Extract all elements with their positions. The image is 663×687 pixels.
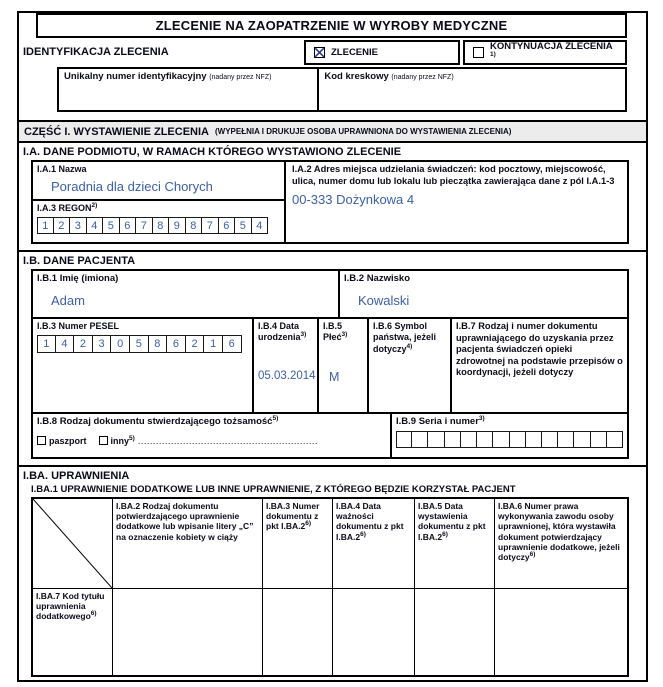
digit-box[interactable]: 5 bbox=[103, 217, 120, 234]
ib7-entitlement-doc-field[interactable] bbox=[450, 319, 627, 412]
ib-row-names bbox=[33, 271, 627, 319]
ib1-label: I.B.1 Imię (imiona) bbox=[37, 273, 119, 284]
order-type-cells bbox=[304, 40, 627, 65]
section-iba-header: I.BA. UPRAWNIENIA bbox=[23, 470, 130, 482]
entitlements-table bbox=[31, 497, 629, 677]
digit-box[interactable] bbox=[558, 431, 574, 448]
identification-section bbox=[19, 38, 646, 66]
ib1-value: Adam bbox=[51, 292, 85, 308]
ia2-address-field[interactable] bbox=[286, 162, 627, 242]
iba4-header-cell: I.BA.4 Data ważności dokumentu z pkt I.BA.2$^{6)}$ bbox=[333, 499, 415, 589]
digit-box[interactable]: 8 bbox=[153, 217, 170, 234]
digit-box[interactable] bbox=[412, 431, 428, 448]
digit-box[interactable] bbox=[493, 431, 509, 448]
digit-box[interactable] bbox=[526, 431, 542, 448]
ia3-label: I.A.3 REGON$^{2)}$ bbox=[37, 202, 98, 213]
ib2-value: Kowalski bbox=[358, 292, 410, 308]
digit-box[interactable]: 7 bbox=[136, 217, 153, 234]
digit-box[interactable] bbox=[445, 431, 461, 448]
section-ib-box bbox=[31, 269, 629, 459]
iba7-doc-number-cell[interactable] bbox=[263, 589, 333, 675]
digit-box[interactable] bbox=[477, 431, 493, 448]
part1-header: CZĘŚĆ I. WYSTAWIENIE ZLECENIA bbox=[24, 125, 209, 138]
ib4-birthdate-field[interactable] bbox=[252, 319, 317, 412]
iba6-header-cell: I.BA.6 Numer prawa wykonywania zawodu osoby uprawnionej, która wystawiła dokument potwierdzający uprawnienie dodatkowe, jeżeli dotyczy$^{6)}$ bbox=[495, 499, 627, 589]
diagonal-line bbox=[33, 499, 112, 588]
iba7-valid-date-cell[interactable] bbox=[333, 589, 415, 675]
digit-box[interactable] bbox=[510, 431, 526, 448]
digit-box[interactable]: 6 bbox=[120, 217, 137, 234]
digit-box[interactable]: 5 bbox=[235, 217, 252, 234]
iba5-header-cell: I.BA.5 Data wystawienia dokumentu z pkt I.BA.2$^{6)}$ bbox=[415, 499, 495, 589]
unique-number-note: (nadany przez NFZ) bbox=[209, 74, 272, 81]
series-number-boxes[interactable] bbox=[396, 431, 623, 448]
section-iba1-subheader: I.BA.1 UPRAWNIENIE DODATKOWE LUB INNE UPRAWNIENIE, Z KTÓREGO BĘDZIE KORZYSTAŁ PACJENT bbox=[31, 484, 516, 495]
ia2-label: I.A.2 Adres miejsca udzielania świadczeń: kod pocztowy, miejscowość, ulica, numer domu lub lokalu lub pieczątka zawierająca dane z pól I.A.1-3 bbox=[292, 164, 615, 186]
identification-label: IDENTYFIKACJA ZLECENIA bbox=[23, 46, 169, 58]
digit-box[interactable]: 5 bbox=[130, 335, 149, 353]
ib1-firstname-field[interactable] bbox=[33, 271, 338, 317]
pesel-digit-boxes[interactable] bbox=[37, 335, 248, 353]
section-ia bbox=[19, 143, 646, 244]
digit-box[interactable]: 2 bbox=[186, 335, 205, 353]
digit-box[interactable]: 4 bbox=[252, 217, 269, 234]
iba2-header-cell: I.BA.2 Rodzaj dokumentu potwierdzającego uprawnienie dodatkowe lub wpisanie litery „C” na oznaczenie kobiety w ciąży bbox=[113, 499, 263, 589]
digit-box[interactable] bbox=[396, 431, 412, 448]
digit-box[interactable]: 8 bbox=[186, 217, 203, 234]
ib2-lastname-field[interactable] bbox=[338, 271, 627, 317]
iba7-doc-type-cell[interactable] bbox=[113, 589, 263, 675]
order-checkbox-label: ZLECENIE bbox=[331, 46, 378, 58]
order-checkbox-cell[interactable] bbox=[304, 40, 460, 65]
digit-box[interactable] bbox=[574, 431, 590, 448]
digit-box[interactable]: 3 bbox=[70, 217, 87, 234]
ia2-value: 00-333 Dożynkowa 4 bbox=[292, 192, 415, 208]
barcode-field[interactable] bbox=[319, 69, 625, 110]
ib3-pesel-field[interactable] bbox=[33, 319, 252, 412]
digit-box[interactable]: 6 bbox=[167, 335, 186, 353]
digit-box[interactable]: 6 bbox=[219, 217, 236, 234]
regon-digit-boxes[interactable] bbox=[37, 217, 280, 234]
ib8-label: I.B.8 Rodzaj dokumentu stwierdzającego tożsamość$^{5)}$ bbox=[37, 414, 279, 427]
continuation-checkbox-label: KONTYNUACJA ZLECENIA $^{1)}$ bbox=[490, 41, 613, 58]
digit-box[interactable]: 2 bbox=[54, 217, 71, 234]
form-title bbox=[36, 13, 627, 38]
ia1-label: I.A.1 Nazwa bbox=[37, 164, 87, 174]
ia1-name-field[interactable] bbox=[33, 162, 284, 199]
ia-left-column bbox=[33, 162, 286, 242]
ib6-country-field[interactable] bbox=[367, 319, 450, 412]
barcode-label: Kod kreskowy (nadany przez NFZ) bbox=[324, 71, 454, 82]
continuation-checkbox[interactable] bbox=[473, 47, 484, 58]
ib5-label: I.B.5 Płeć$^{3)}$ bbox=[323, 321, 348, 343]
digit-box[interactable]: 8 bbox=[149, 335, 168, 353]
section-iba bbox=[19, 465, 646, 677]
digit-box[interactable]: 9 bbox=[169, 217, 186, 234]
ib8-identity-doc-field bbox=[33, 414, 390, 457]
iba-diagonal-cell bbox=[33, 499, 113, 589]
ib2-label: I.B.2 Nazwisko bbox=[344, 273, 410, 284]
digit-box[interactable]: 1 bbox=[37, 335, 56, 353]
iba7-row-label-cell: I.BA.7 Kod tytułu uprawnienia dodatkowego$^{6)}$ bbox=[33, 589, 113, 675]
digit-box[interactable]: 2 bbox=[74, 335, 93, 353]
section-ia-box bbox=[31, 160, 629, 244]
ib9-label: I.B.9 Seria i numer$^{3)}$ bbox=[396, 414, 485, 427]
passport-checkbox[interactable] bbox=[37, 436, 46, 445]
digit-box[interactable]: 7 bbox=[202, 217, 219, 234]
passport-label: paszport bbox=[49, 435, 87, 446]
barcode-note: (nadany przez NFZ) bbox=[391, 74, 454, 81]
number-barcode-box bbox=[57, 67, 627, 112]
digit-box[interactable]: 4 bbox=[56, 335, 75, 353]
digit-box[interactable]: 3 bbox=[93, 335, 112, 353]
ib5-value: M bbox=[329, 369, 340, 384]
part1-header-bar bbox=[19, 120, 646, 143]
digit-box[interactable] bbox=[591, 431, 607, 448]
section-ib-header: I.B. DANE PACJENTA bbox=[23, 255, 136, 267]
ib5-sex-field[interactable] bbox=[317, 319, 367, 412]
order-checkbox[interactable] bbox=[314, 47, 325, 58]
digit-box[interactable]: 6 bbox=[223, 335, 242, 353]
other-doc-label: inny$^{5)}$ bbox=[110, 434, 135, 446]
digit-box[interactable] bbox=[428, 431, 444, 448]
ib-row-ids bbox=[33, 319, 627, 414]
ib7-label: I.B.7 Rodzaj i numer dokumentu uprawniającego do uzyskania przez pacjenta świadczeń opieki zdrowotnej na podstawie przepisów o koordynacji, jeżeli dotyczy bbox=[456, 321, 623, 378]
ib4-value: 05.03.2014 bbox=[258, 369, 316, 382]
digit-box[interactable] bbox=[542, 431, 558, 448]
other-doc-fill-line[interactable]: ............................................................ bbox=[137, 435, 318, 446]
part1-header-note: (WYPEŁNIA I DRUKUJE OSOBA UPRAWNIONA DO WYSTAWIENIA ZLECENIA) bbox=[214, 127, 512, 136]
medical-supply-order-form bbox=[17, 11, 648, 682]
digit-box[interactable]: 1 bbox=[204, 335, 223, 353]
digit-box[interactable] bbox=[461, 431, 477, 448]
other-doc-checkbox[interactable] bbox=[99, 436, 108, 445]
iba7-license-number-cell[interactable] bbox=[495, 589, 627, 675]
form-title-text: ZLECENIE NA ZAOPATRZENIE W WYROBY MEDYCZNE bbox=[155, 18, 508, 33]
ib8-options bbox=[37, 436, 386, 446]
unique-number-label: Unikalny numer identyfikacyjny (nadany przez NFZ) bbox=[64, 71, 272, 82]
ib-row-identity-doc bbox=[33, 414, 627, 457]
digit-box[interactable] bbox=[607, 431, 623, 448]
digit-box[interactable]: 1 bbox=[37, 217, 54, 234]
iba3-header-cell: I.BA.3 Numer dokumentu z pkt I.BA.2$^{6)}$ bbox=[263, 499, 333, 589]
digit-box[interactable]: 4 bbox=[87, 217, 104, 234]
iba7-issue-date-cell[interactable] bbox=[415, 589, 495, 675]
ib6-label: I.B.6 Symbol państwa, jeżeli dotyczy$^{4)}$ bbox=[373, 321, 437, 354]
unique-number-field[interactable] bbox=[59, 69, 319, 110]
ib3-label: I.B.3 Numer PESEL bbox=[37, 321, 120, 331]
digit-box[interactable]: 0 bbox=[111, 335, 130, 353]
section-ib bbox=[19, 250, 646, 459]
ia1-value: Poradnia dla dzieci Chorych bbox=[51, 179, 213, 195]
ia3-regon-field[interactable] bbox=[33, 199, 284, 242]
ib9-series-number-field[interactable] bbox=[390, 414, 627, 457]
section-ia-header: I.A. DANE PODMIOTU, W RAMACH KTÓREGO WYSTAWIONO ZLECENIE bbox=[23, 146, 402, 158]
ib4-label: I.B.4 Data urodzenia$^{3)}$ bbox=[258, 321, 307, 343]
continuation-checkbox-cell[interactable] bbox=[463, 40, 627, 65]
